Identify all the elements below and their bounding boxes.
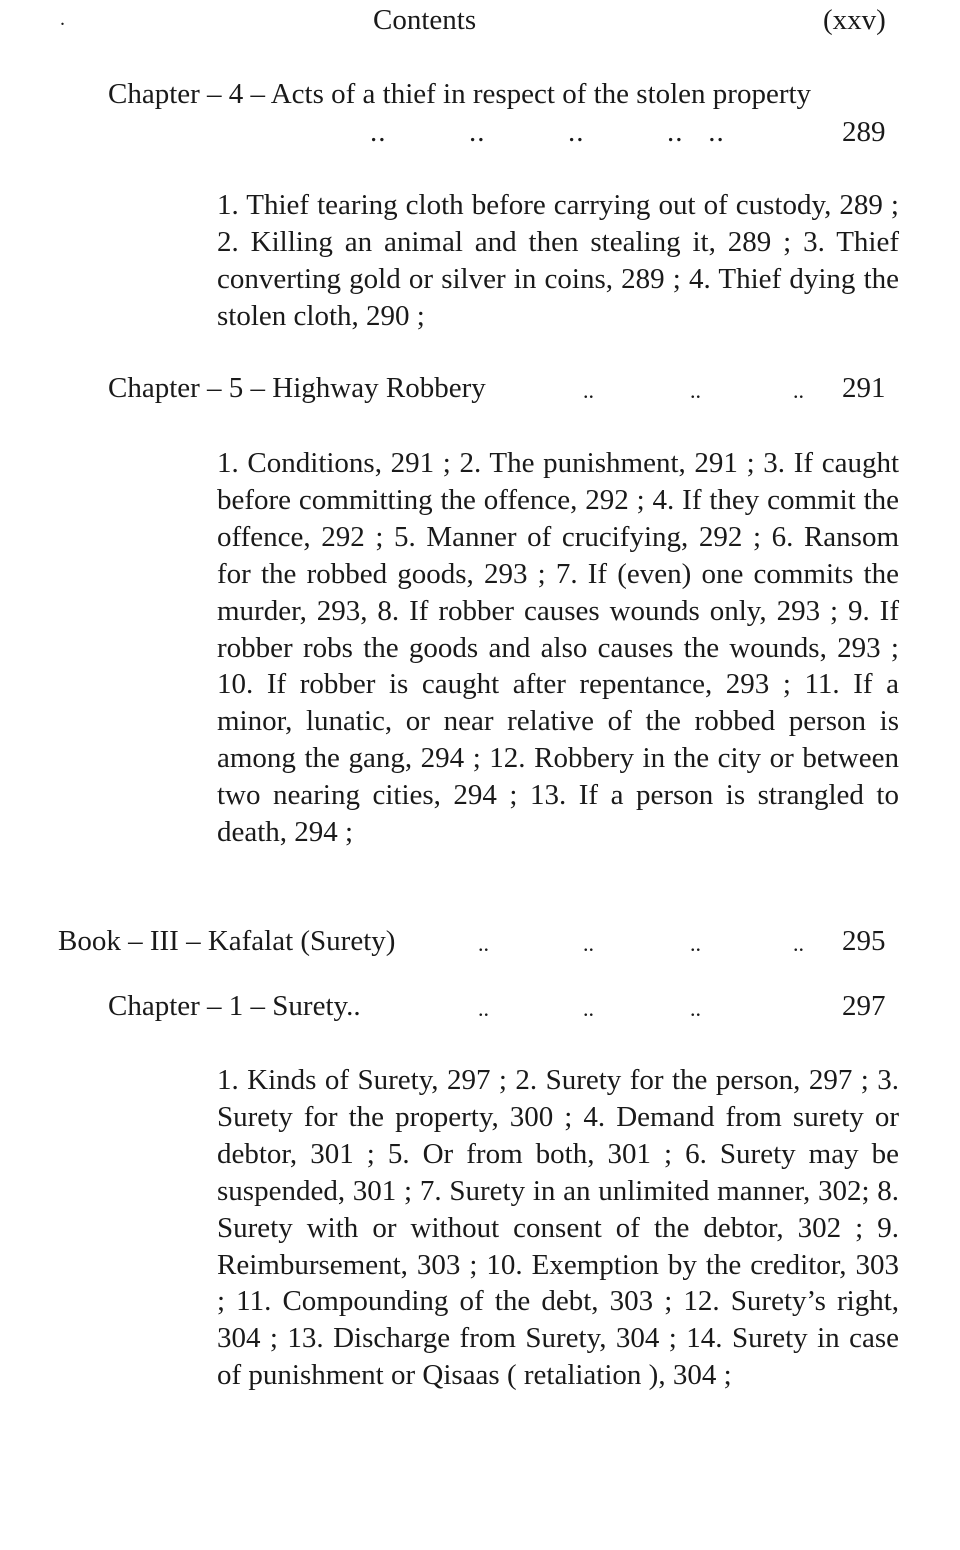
leader-dots: .. bbox=[793, 931, 804, 956]
leader-dots: .. bbox=[478, 996, 489, 1021]
running-header-title: Contents bbox=[373, 4, 477, 36]
book-3-page: 295 bbox=[842, 925, 886, 957]
chapter-4-leader-dots: .. .. .. .. .. bbox=[370, 116, 725, 148]
chapter-5-topics: 1. Conditions, 291 ; 2. The punishment, 291 ; 3. If caught before committing the offence, 292 ; 4. If they commit the offence, 292 ; 5. Manner of crucifying, 292 ; 6. Ransom for the robbed goods, 293 ; 7. If (even) one commits the murder, 293, 8. If robber causes wounds only, 293 ; 9. If robber robs the goods and also causes the wounds, 293 ; 10. If robber is caught after repentance, 293 ; 11. If a minor, lunatic, or near relative of the robbed person is among the gang, 294 ; 12. Robbery in the city or between two nearing cities, 294 ; 13. If a person is strangled to death, 294 ; bbox=[217, 447, 899, 849]
chapter-4-title: Chapter – 4 – Acts of a thief in respect of the stolen property bbox=[108, 78, 812, 110]
leader-dots: .. bbox=[478, 931, 489, 956]
leader-dots: .. bbox=[690, 996, 701, 1021]
page-mark: . bbox=[60, 8, 65, 30]
chapter-4-topics: 1. Thief tearing cloth before carrying out of custody, 289 ; 2. Killing an animal and then stealing it, 289 ; 3. Thief converting gold or silver in coins, 289 ; 4. Thief dying the stolen cloth, 290 ; bbox=[217, 189, 899, 332]
book-3-chapter-1-topics: 1. Kinds of Surety, 297 ; 2. Surety for the person, 297 ; 3. Surety for the property, 300 ; 4. Demand from surety or debtor, 301 ; 5. Or from both, 301 ; 6. Surety may be suspended, 301 ; 7. Surety in an unlimited manner, 302; 8. Surety with or without consent of the debtor, 302 ; 9. Reimbursement, 303 ; 10. Exemption by the creditor, 303 ; 11. Compounding of the debt, 303 ; 12. Surety’s right, 304 ; 13. Discharge from Surety, 304 ; 14. Surety in case of punishment or Qisaas ( retaliation ), 304 ; bbox=[217, 1064, 899, 1392]
leader-dots: .. bbox=[583, 931, 594, 956]
leader-dots: .. bbox=[793, 378, 804, 403]
leader-dots: .. bbox=[583, 378, 594, 403]
leader-dots: .. bbox=[583, 996, 594, 1021]
book-3-chapter-1-page: 297 bbox=[842, 990, 886, 1022]
chapter-4-page: 289 bbox=[842, 116, 886, 148]
book-3-title: Book – III – Kafalat (Surety) bbox=[58, 925, 396, 957]
leader-dots: .. bbox=[690, 378, 701, 403]
page-number: (xxv) bbox=[823, 4, 886, 36]
chapter-5-title: Chapter – 5 – Highway Robbery bbox=[108, 372, 486, 404]
book-3-chapter-1-title: Chapter – 1 – Surety.. bbox=[108, 990, 361, 1022]
chapter-5-page: 291 bbox=[842, 372, 886, 404]
leader-dots: .. bbox=[690, 931, 701, 956]
